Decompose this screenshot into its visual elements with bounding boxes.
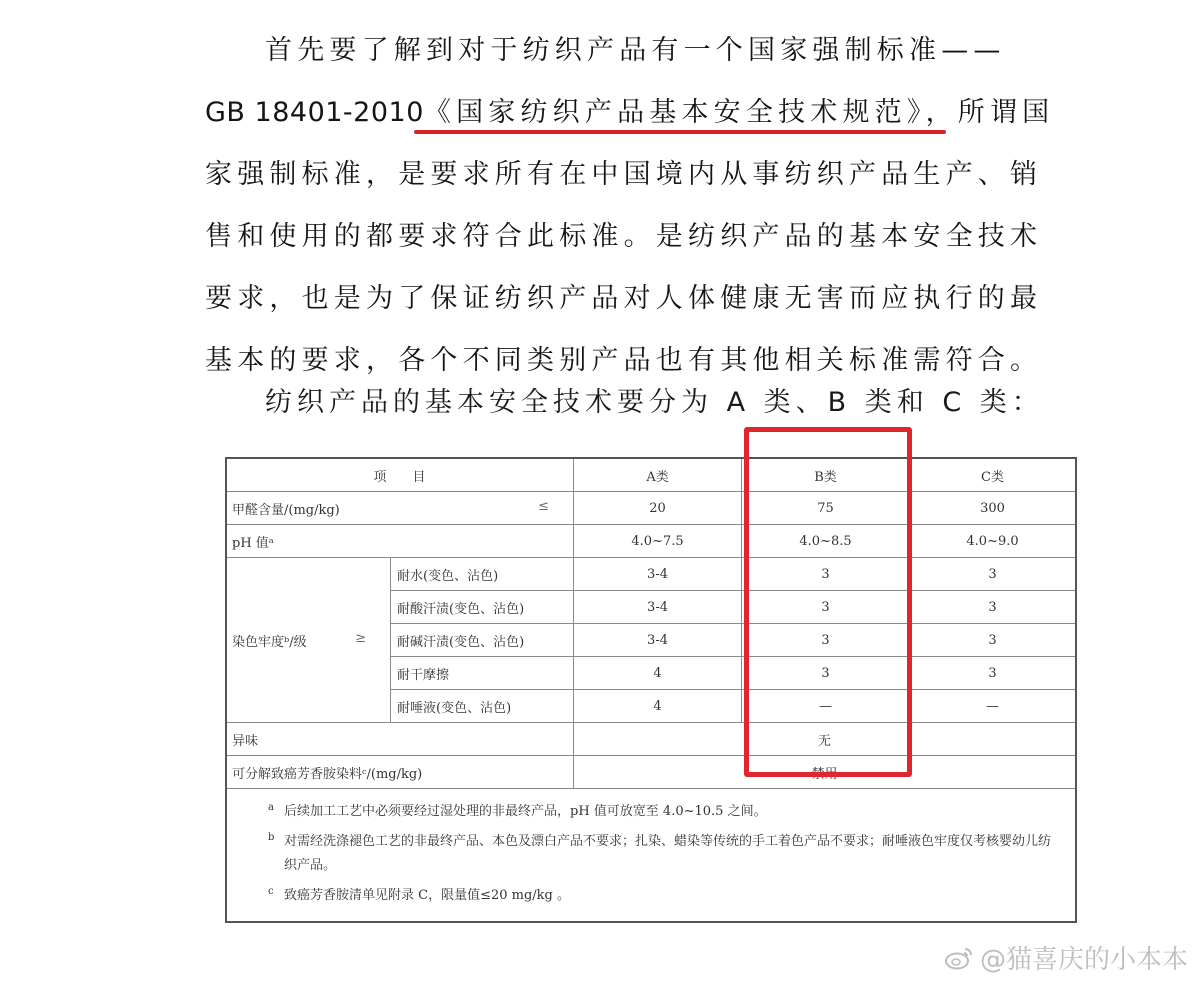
fastness-label-cell	[226, 558, 391, 723]
footnote-mark: c	[268, 886, 274, 897]
footnote-text: 后续加工工艺中必须要经过湿处理的非最终产品，pH 值可放宽至 4.0~10.5 之间。	[284, 804, 767, 819]
fastness-b: —	[742, 690, 910, 723]
header-class-a: A类	[574, 458, 742, 492]
fastness-operator: ≥	[355, 630, 366, 646]
paragraph-line-1: 首先要了解到对于纺织产品有一个国家强制标准——	[265, 35, 1006, 66]
weibo-icon	[944, 946, 974, 970]
footnote-b	[260, 830, 1060, 878]
weibo-watermark	[944, 939, 1188, 976]
ph-b: 4.0~8.5	[742, 525, 910, 558]
safety-standard-table	[225, 457, 1076, 789]
formaldehyde-a: 20	[574, 492, 742, 525]
table-row-ph	[226, 525, 1076, 558]
fastness-c: 3	[910, 624, 1076, 657]
standard-title-underlined: 《国家纺织产品基本安全技术规范》	[423, 97, 926, 128]
odor-label: 异味	[226, 723, 574, 756]
fastness-a: 4	[574, 657, 742, 690]
fastness-b: 3	[742, 657, 910, 690]
fastness-a: 4	[574, 690, 742, 723]
table-row-amine	[226, 756, 1076, 789]
amine-label: 可分解致癌芳香胺染料ᶜ/(mg/kg)	[226, 756, 574, 789]
header-class-b: B类	[742, 458, 910, 492]
footnote-mark: b	[268, 832, 275, 843]
paragraph-line-5: 要求，也是为了保证纺织产品对人体健康无害而应执行的最	[205, 283, 1043, 314]
standard-code: GB 18401-2010	[205, 97, 424, 128]
paragraph-line-2-tail: ，所谓国	[925, 97, 1055, 128]
fastness-a: 3-4	[574, 558, 742, 591]
ph-a: 4.0~7.5	[574, 525, 742, 558]
footnote-a	[260, 800, 1060, 824]
fastness-c: 3	[910, 591, 1076, 624]
table-row-fastness-water	[226, 558, 1076, 591]
fastness-b: 3	[742, 591, 910, 624]
table-footnotes	[260, 800, 1060, 908]
formaldehyde-b: 75	[742, 492, 910, 525]
ph-c: 4.0~9.0	[910, 525, 1076, 558]
table-header-row	[226, 458, 1076, 492]
fastness-row-label: 耐碱汗渍(变色、沾色)	[391, 624, 574, 657]
fastness-c: —	[910, 690, 1076, 723]
header-item: 项 目	[226, 458, 574, 492]
formaldehyde-label: 甲醛含量/(mg/kg)	[232, 502, 340, 518]
formaldehyde-c: 300	[910, 492, 1076, 525]
fastness-row-label: 耐水(变色、沾色)	[391, 558, 574, 591]
footnote-c	[260, 884, 1060, 908]
fastness-a: 3-4	[574, 591, 742, 624]
fastness-label: 染色牢度ᵇ/级	[232, 634, 307, 650]
header-class-c: C类	[910, 458, 1076, 492]
table-row-formaldehyde	[226, 492, 1076, 525]
paragraph-line-2	[205, 82, 1055, 144]
intro-paragraph	[205, 20, 1055, 392]
ph-label: pH 值ᵃ	[226, 525, 574, 558]
fastness-c: 3	[910, 657, 1076, 690]
formaldehyde-label-cell	[226, 492, 574, 525]
category-subheading: 纺织产品的基本安全技术要分为 A 类、B 类和 C 类：	[265, 387, 1044, 418]
odor-value: 无	[574, 723, 1076, 756]
amine-value: 禁用	[574, 756, 1076, 789]
fastness-row-label: 耐干摩擦	[391, 657, 574, 690]
fastness-b: 3	[742, 558, 910, 591]
paragraph-line-4: 售和使用的都要求符合此标准。是纺织产品的基本安全技术	[205, 221, 1043, 252]
footnote-text: 对需经洗涤褪色工艺的非最终产品、本色及漂白产品不要求；扎染、蜡染等传统的手工着色产品不要求；耐唾液色牢度仅考核婴幼儿纺织产品。	[284, 834, 1052, 873]
fastness-b: 3	[742, 624, 910, 657]
fastness-c: 3	[910, 558, 1076, 591]
footnote-mark: a	[268, 802, 274, 813]
paragraph-line-3: 家强制标准，是要求所有在中国境内从事纺织产品生产、销	[205, 159, 1043, 190]
fastness-row-label: 耐唾液(变色、沾色)	[391, 690, 574, 723]
watermark-text: @猫喜庆的小本本	[979, 945, 1188, 975]
table-row-odor	[226, 723, 1076, 756]
fastness-row-label: 耐酸汗渍(变色、沾色)	[391, 591, 574, 624]
paragraph-line-6: 基本的要求，各个不同类别产品也有其他相关标准需符合。	[205, 345, 1043, 376]
fastness-a: 3-4	[574, 624, 742, 657]
footnote-text: 致癌芳香胺清单见附录 C，限量值≤20 mg/kg 。	[284, 888, 571, 903]
formaldehyde-operator: ≤	[538, 498, 550, 514]
